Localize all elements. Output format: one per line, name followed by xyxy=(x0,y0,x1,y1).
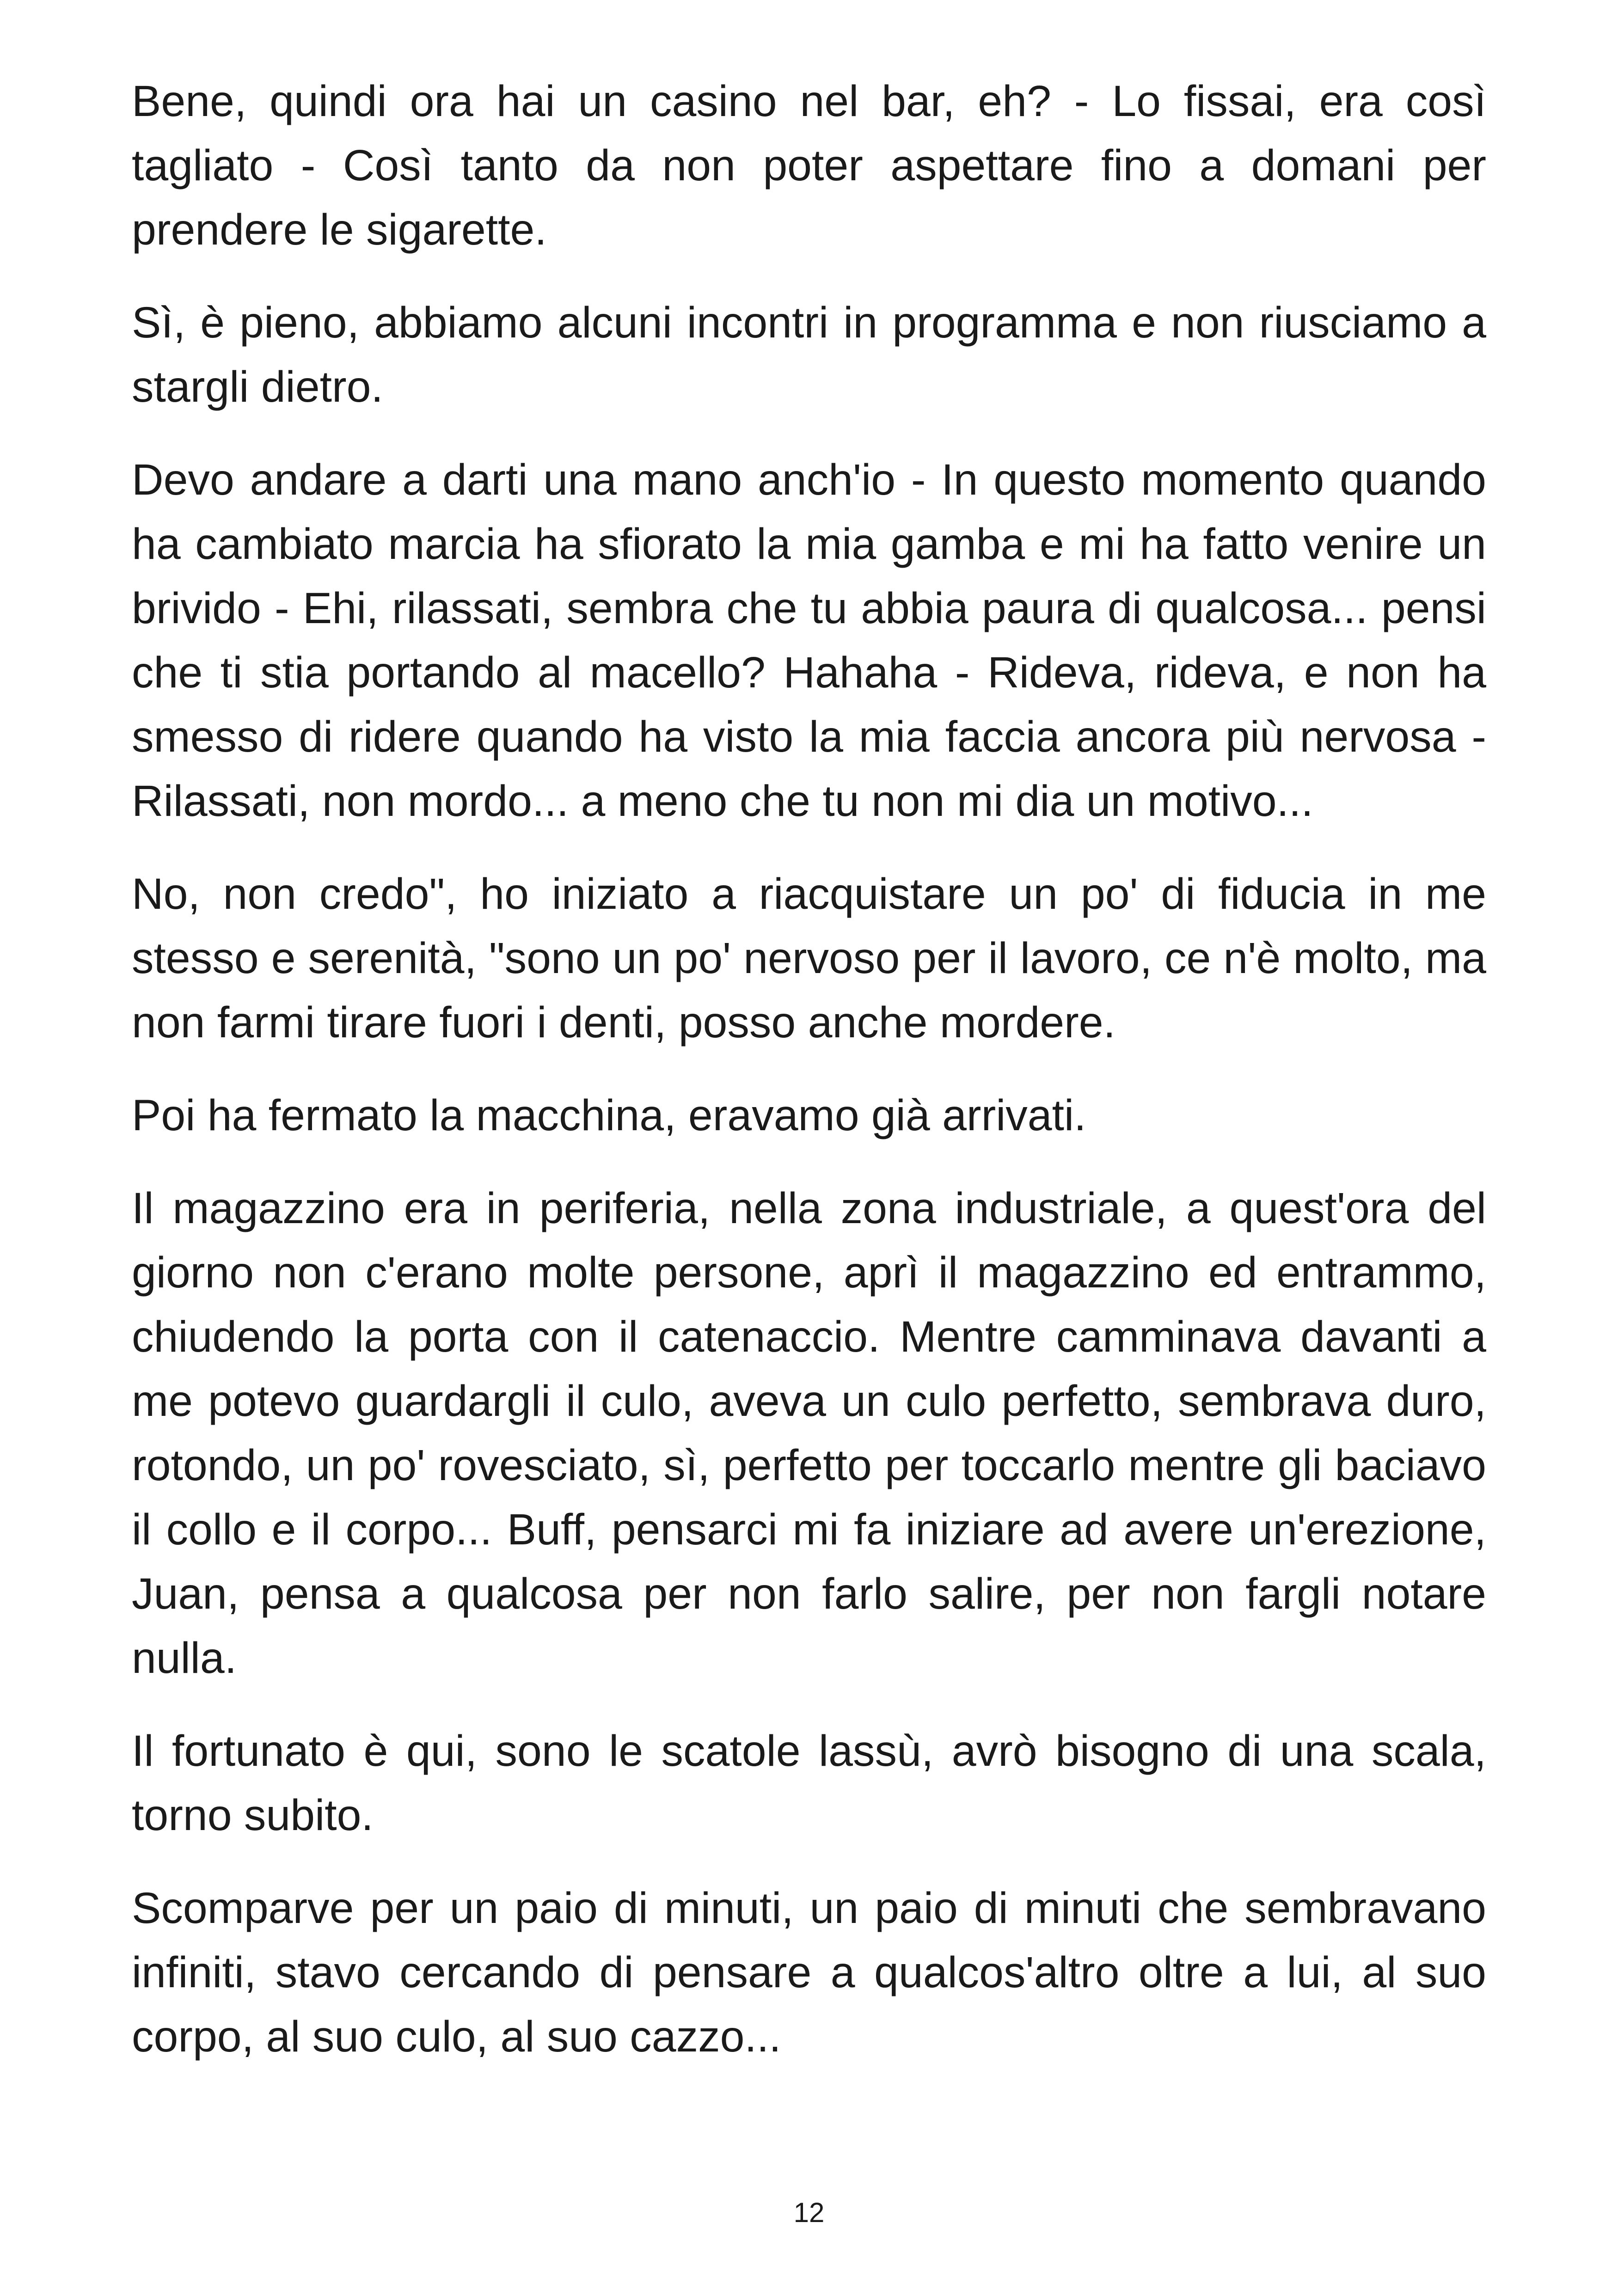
paragraph-6: Il magazzino era in periferia, nella zona industriale, a quest'ora del giorno non c'erano molte persone, aprì il magazzino ed entrammo, chiudendo la porta con il catenaccio. Mentre camminava davanti a me potevo guardargli il culo, aveva un culo perfetto, sembrava duro, rotondo, un po' rovesciato, sì, perfetto per toccarlo mentre gli baciavo il collo e il corpo... Buff, pensarci mi fa iniziare ad avere un'erezione, Juan, pensa a qualcosa per non farlo salire, per non fargli notare nulla. xyxy=(132,1184,1486,1683)
paragraph-4: No, non credo", ho iniziato a riacquistare un po' di fiducia in me stesso e serenità, "sono un po' nervoso per il lavoro, ce n'è molto, ma non farmi tirare fuori i denti, posso anche mordere. xyxy=(132,869,1486,1047)
page-body-text xyxy=(132,69,1486,2098)
paragraph-2: Sì, è pieno, abbiamo alcuni incontri in programma e non riusciamo a stargli dietro. xyxy=(132,298,1486,411)
paragraph-5: Poi ha fermato la macchina, eravamo già arrivati. xyxy=(132,1091,1086,1140)
paragraph-7: Il fortunato è qui, sono le scatole lassù, avrò bisogno di una scala, torno subito. xyxy=(132,1727,1486,1840)
page-number: 12 xyxy=(793,2197,825,2228)
paragraph-8: Scomparve per un paio di minuti, un paio di minuti che sembravano infiniti, stavo cercando di pensare a qualcos'altro oltre a lui, al suo corpo, al suo culo, al suo cazzo... xyxy=(132,1884,1486,2061)
paragraph-1: Bene, quindi ora hai un casino nel bar, eh? - Lo fissai, era così tagliato - Così tanto da non poter aspettare fino a domani per prendere le sigarette. xyxy=(132,77,1486,254)
paragraph-3: Devo andare a darti una mano anch'io - In questo momento quando ha cambiato marcia ha sfiorato la mia gamba e mi ha fatto venire un brivido - Ehi, rilassati, sembra che tu abbia paura di qualcosa... pensi che ti stia portando al macello? Hahaha - Rideva, rideva, e non ha smesso di ridere quando ha visto la mia faccia ancora più nervosa - Rilassati, non mordo... a meno che tu non mi dia un motivo... xyxy=(132,455,1486,826)
